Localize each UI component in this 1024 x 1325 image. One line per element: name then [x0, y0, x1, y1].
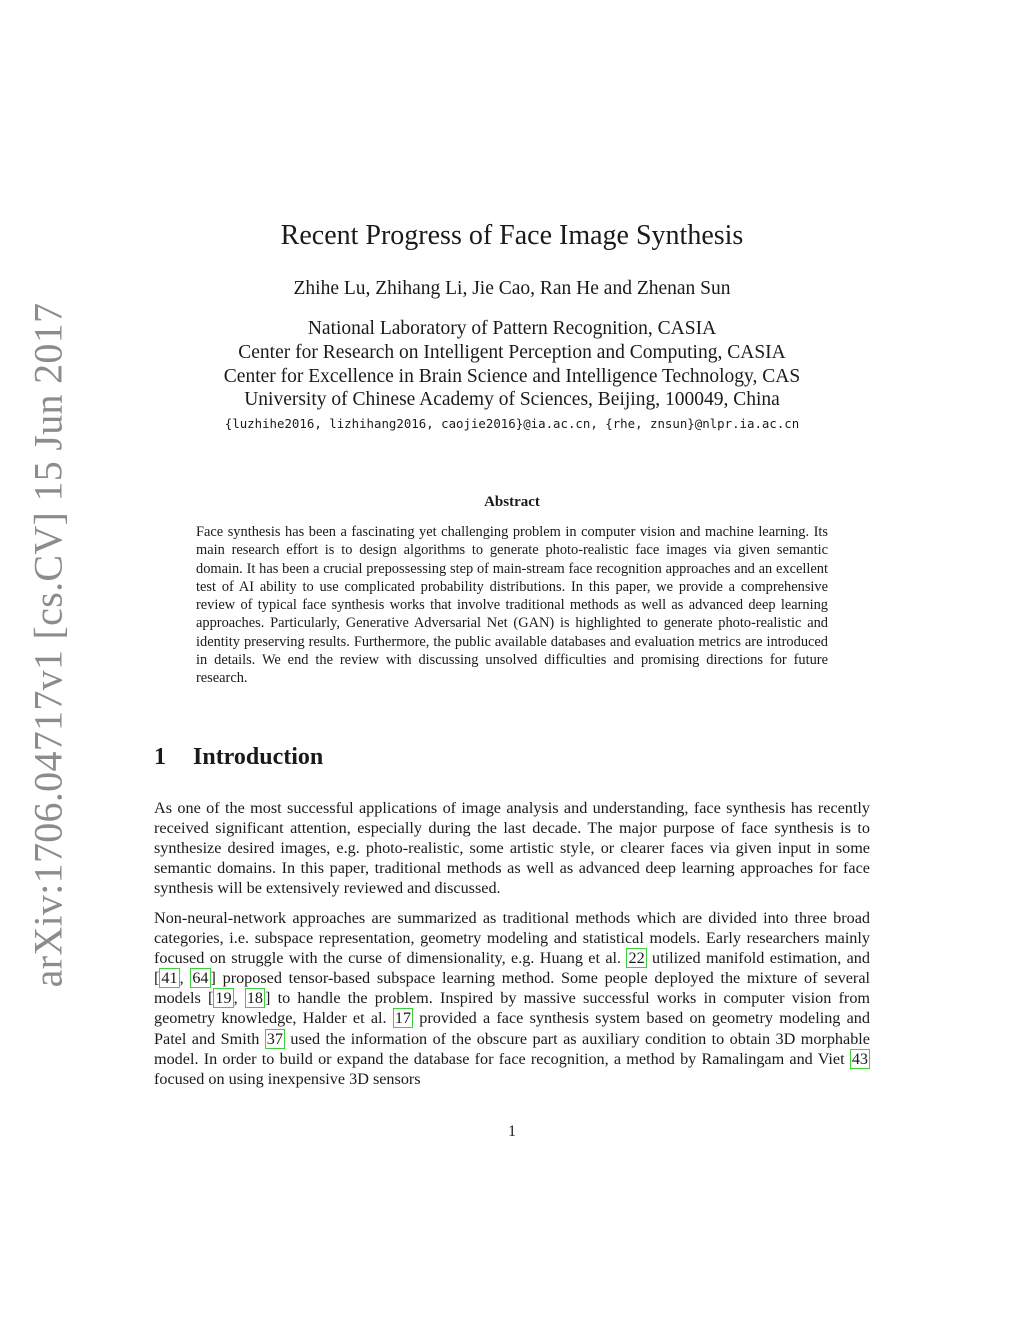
- citation-link[interactable]: 43: [851, 1049, 868, 1068]
- citation-link[interactable]: 64: [192, 969, 209, 988]
- affiliation-line: Center for Excellence in Brain Science and Intelligence Technology, CAS: [223, 365, 801, 387]
- section-heading: [154, 744, 323, 771]
- citation-link[interactable]: 17: [394, 1009, 411, 1028]
- arxiv-side-label: arXiv:1706.04717v1 [cs.CV] 15 Jun 2017: [25, 302, 71, 988]
- affiliation-line: Center for Research on Intelligent Perception and Computing, CASIA: [238, 341, 786, 363]
- section-title: Introduction: [193, 744, 324, 770]
- citation-link[interactable]: 22: [628, 949, 645, 968]
- citation-link[interactable]: 18: [246, 989, 264, 1008]
- intro-paragraph-1: As one of the most successful applications of image analysis and understanding, face synthesis has recently received significant attention, especially during the last decade. The major purpose of face synthesis is to synthesize desired images, e.g. photo-realistic, some artistic style, or clearer faces via given input in some semantic domains. In this paper, traditional methods as well as advanced deep learning approaches for face synthesis will be extensively reviewed and discussed.: [154, 799, 870, 898]
- citation-link[interactable]: 19: [215, 989, 232, 1008]
- section-number: 1: [154, 744, 166, 770]
- page-number: 1: [508, 1123, 516, 1140]
- abstract-heading: Abstract: [484, 494, 540, 510]
- intro-paragraph-2: Non-neural-network approaches are summarized as traditional methods which are divided into three broad categories, i.e. subspace representation, geometry modeling and statistical models. Early researchers mainly focused on struggle with the curse of dimensionality, e.g. Huang et al. 22 utilized manifold estimation, and [ 41 , 64 ] proposed tensor-based subspace learning method. Some people deployed the mixture of several models [ 19 , 18 ] to handle the problem. Inspired by massive successful works in computer vision from geometry knowledge, Halder et al. 17 provided a face synthesis system based on geometry modeling and Patel and Smith 37 used the information of the obscure part as auxiliary condition to obtain 3D morphable model. In order to build or expand the database for face recognition, a method by Ramalingam and Viet 43 focused on using inexpensive 3D sensors: [154, 909, 871, 1088]
- affiliation-line: University of Chinese Academy of Sciences, Beijing, 100049, China: [244, 389, 780, 411]
- author-list: Zhihe Lu, Zhihang Li, Jie Cao, Ran He and Zhenan Sun: [293, 278, 731, 299]
- affiliations: [0, 317, 1024, 412]
- author-emails: {luzhihe2016, lizhihang2016, caojie2016}@ia.ac.cn, {rhe, znsun}@nlpr.ia.ac.cn: [224, 416, 800, 431]
- citation-link[interactable]: 37: [266, 1029, 283, 1048]
- abstract-text: Face synthesis has been a fascinating yet challenging problem in computer vision and machine learning. Its main research effort is to design algorithms to generate photo-realistic face images via given semantic domain. It has been a crucial prepossessing step of main-stream face recognition approaches and an excellent test of AI ability to use complicated probability distributions. In this paper, we provide a comprehensive review of typical face synthesis works that involve traditional methods as well as advanced deep learning approaches. Particularly, Generative Adversarial Net (GAN) is highlighted to generate photo-realistic and identity preserving results. Furthermore, the public available databases and evaluation metrics are introduced in details. We end the review with discussing unsolved difficulties and promising directions for future research.: [196, 524, 828, 687]
- citation-link[interactable]: 41: [161, 969, 178, 988]
- paper-title: Recent Progress of Face Image Synthesis: [280, 220, 744, 251]
- affiliation-line: National Laboratory of Pattern Recognition, CASIA: [307, 318, 717, 339]
